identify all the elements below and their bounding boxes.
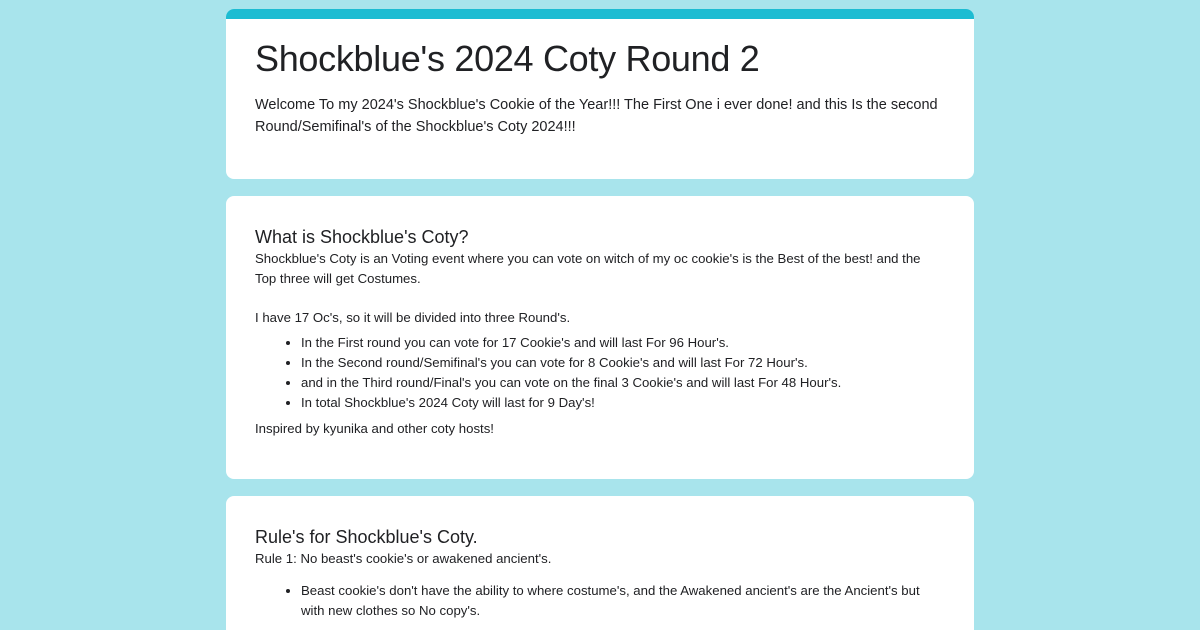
form-title: Shockblue's 2024 Coty Round 2 <box>255 38 760 79</box>
form-description: Welcome To my 2024's Shockblue's Cookie of the Year!!! The First One i ever done! and this Is the second Round/Semifinal's of the Shockblue's Coty 2024!!! <box>255 97 938 135</box>
section-about-title: What is Shockblue's Coty? <box>255 227 469 247</box>
rounds-list-item: • In total Shockblue's 2024 Coty will last for 9 Day's! <box>301 393 945 413</box>
section-rules-title: Rule's for Shockblue's Coty. <box>255 527 478 547</box>
section-about-body <box>255 249 945 439</box>
rule-1-list-item: • Beast cookie's don't have the ability to where costume's, and the Awakened ancient's are the Ancient's but with new clothes so No copy's. <box>301 581 945 621</box>
rounds-list-item: • In the First round you can vote for 17 Cookie's and will last For 96 Hour's. <box>301 333 945 353</box>
rounds-list-item: • and in the Third round/Final's you can vote on the final 3 Cookie's and will last For 48 Hour's. <box>301 373 945 393</box>
section-about-rounds-intro: I have 17 Oc's, so it will be divided into three Round's. <box>255 309 571 325</box>
section-rules-body <box>255 549 945 621</box>
rounds-list-item: • In the Second round/Semifinal's you can vote for 8 Cookie's and will last For 72 Hour's. <box>301 353 945 373</box>
section-about-card <box>226 196 974 479</box>
form-header-card <box>226 9 974 179</box>
rounds-list <box>255 333 945 413</box>
theme-accent-bar <box>226 9 974 19</box>
section-about-credit: Inspired by kyunika and other coty hosts! <box>255 421 494 436</box>
section-rules-card <box>226 496 974 630</box>
section-about-intro: Shockblue's Coty is an Voting event where you can vote on witch of my oc cookie's is the Best of the best! and the Top three will get Costumes. <box>255 251 921 286</box>
rule-1-list <box>255 581 945 621</box>
rule-1-text: Rule 1: No beast's cookie's or awakened ancient's. <box>255 551 552 566</box>
paragraph-spacer <box>255 288 945 308</box>
